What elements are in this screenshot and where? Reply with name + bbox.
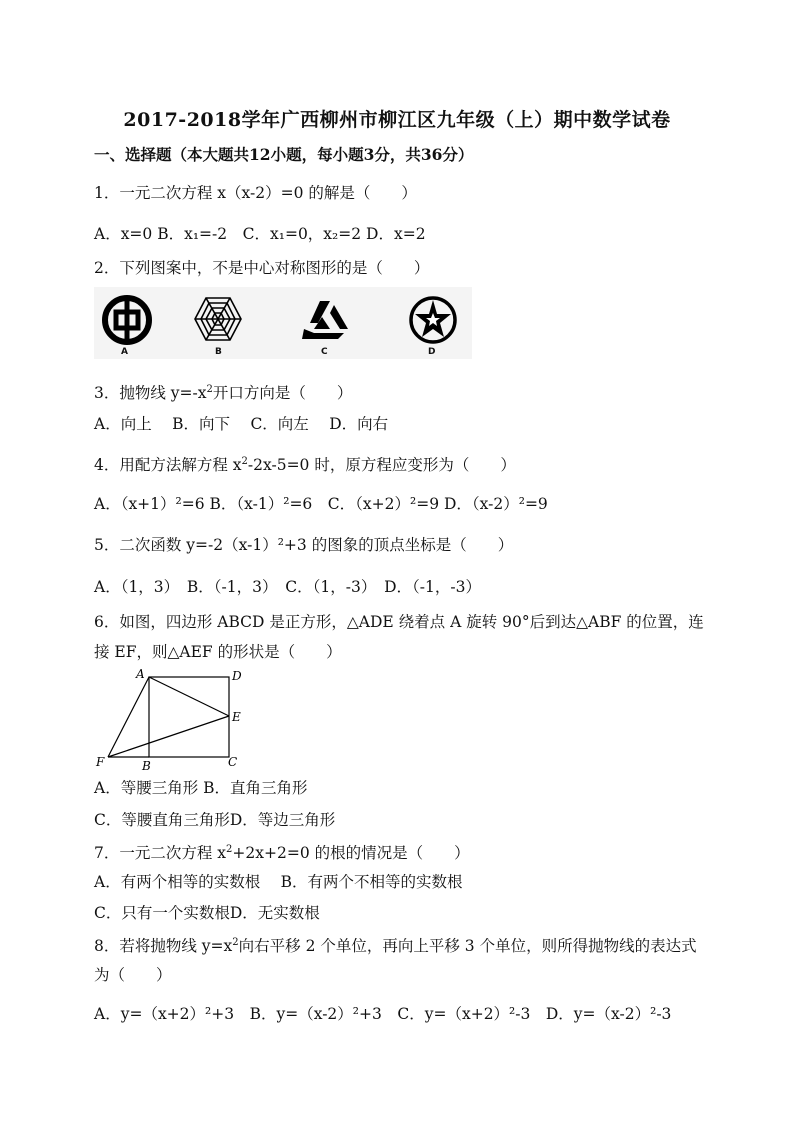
figure-label-d: D (428, 347, 436, 357)
question-7-options-line2: C．只有一个实数根D．无实数根 (94, 904, 320, 922)
question-8-stem-line2: 为（ ） (94, 966, 172, 984)
question-4-stem: 4．用配方法解方程 $x^2-2x-5=0$ 时，原方程应变形为（ ） (94, 456, 516, 475)
question-6-stem-line2: 接 EF，则△AEF 的形状是（ ） (94, 643, 342, 661)
question-3-options: A．向上 B．向下 C．向左 D．向右 (94, 415, 389, 433)
figure-label-b: B (215, 347, 222, 357)
point-label-b: B (142, 759, 151, 773)
figure-d-star-circle (408, 295, 458, 345)
question-7-stem: 7．一元二次方程 $x^2+2x+2=0$ 的根的情况是（ ） (94, 844, 470, 863)
question-1-options: A．x=0 B．x₁=-2 C．x₁=0，x₂=2 D．x=2 (94, 225, 426, 243)
square-rotation-diagram (94, 668, 254, 774)
figure-label-a: A (121, 347, 128, 357)
question-1-stem: 1．一元二次方程 x（x-2）=0 的解是（ ） (94, 184, 417, 202)
question-8-stem-line1: 8．若将抛物线 $y=x^2$向右平移 2 个单位，再向上平移 3 个单位，则所得抛物线的表达式 (94, 937, 697, 956)
point-label-d: D (232, 669, 242, 683)
question-3-stem: 3．抛物线 $y=-x^2$开口方向是（ ） (94, 384, 353, 403)
question-5-stem: 5．二次函数 y=-2（x-1）²+3 的图象的顶点坐标是（ ） (94, 536, 514, 554)
point-label-c: C (228, 755, 238, 769)
figure-label-c: C (321, 347, 328, 357)
question-2-stem: 2．下列图案中，不是中心对称图形的是（ ） (94, 259, 430, 277)
symbol-figures (94, 287, 472, 359)
question-6-options-line1: A．等腰三角形 B．直角三角形 (94, 779, 308, 797)
question-6-options-line2: C．等腰直角三角形D．等边三角形 (94, 811, 336, 829)
point-label-f: F (96, 755, 105, 769)
question-7-options-line1: A．有两个相等的实数根 B．有两个不相等的实数根 (94, 873, 463, 891)
figure-b-nested-hexagons (194, 296, 242, 342)
section-heading: 一、选择题（本大题共12小题，每小题3分，共36分） (94, 145, 474, 164)
question-6-stem-line1: 6．如图，四边形 ABCD 是正方形，△ADE 绕着点 A 旋转 90°后到达△ABF 的位置，连 (94, 613, 704, 631)
question-8-options: A．y=（x+2）²+3 B．y=（x-2）²+3 C．y=（x+2）²-3 D．y=（x-2）²-3 (94, 1005, 672, 1023)
page-title: 2017-2018学年广西柳州市柳江区九年级（上）期中数学试卷 (123, 109, 671, 131)
question-4-options: A．（x+1）²=6 B．（x-1）²=6 C．（x+2）²=9 D．（x-2）²=9 (94, 495, 548, 513)
figure-c-triangle-arrows (300, 299, 350, 343)
question-5-options: A．（1，3） B．（-1，3） C．（1，-3） D．（-1，-3） (94, 578, 481, 596)
figure-a-bank-logo (102, 295, 152, 345)
point-label-a: A (136, 668, 145, 681)
point-label-e: E (232, 710, 241, 724)
